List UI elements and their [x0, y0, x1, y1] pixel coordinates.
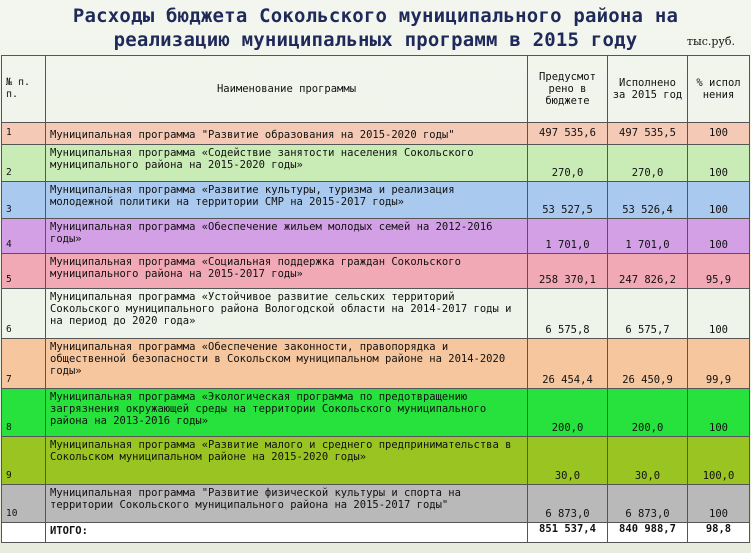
executed-value: 200,0 [608, 389, 688, 437]
col-header-name: Наименование программы [46, 56, 528, 123]
executed-value: 247 826,2 [608, 254, 688, 289]
percent-value: 100 [688, 485, 750, 523]
total-executed: 840 988,7 [608, 523, 688, 543]
executed-value: 1 701,0 [608, 219, 688, 254]
total-number-cell [2, 523, 46, 543]
program-name: Муниципальная программа «Социальная поддержка граждан Сокольского муниципального района на 2015-2017 годы» [46, 254, 528, 289]
col-header-percent: % испол нения [688, 56, 750, 123]
executed-value: 26 450,9 [608, 339, 688, 389]
percent-value: 100 [688, 289, 750, 339]
program-name: Муниципальная программа «Содействие занятости населения Сокольского муниципального района на 2015-2020 годы» [46, 145, 528, 182]
program-name: Муниципальная программа "Развитие образования на 2015-2020 годы" [46, 123, 528, 145]
percent-value: 95,9 [688, 254, 750, 289]
title-line-1: Расходы бюджета Сокольского муниципального района на [72, 5, 679, 27]
program-name: Муниципальная программа «Устойчивое развитие сельских территорий Сокольского муниципального района Вологодской области на 2014-2017 годы и на период до 2020 года» [46, 289, 528, 339]
table-row [2, 485, 750, 523]
table-row [2, 389, 750, 437]
executed-value: 497 535,5 [608, 123, 688, 145]
col-header-planned: Предусмот рено в бюджете [528, 56, 608, 123]
table-row [2, 254, 750, 289]
percent-value: 99,9 [688, 339, 750, 389]
col-header-executed: Исполнено за 2015 год [608, 56, 688, 123]
table-row [2, 437, 750, 485]
unit-label: тыс.руб. [686, 35, 735, 48]
planned-value: 6 873,0 [528, 485, 608, 523]
percent-value: 100 [688, 145, 750, 182]
program-name: Муниципальная программа «Обеспечение жильем молодых семей на 2012-2016 годы» [46, 219, 528, 254]
planned-value: 53 527,5 [528, 182, 608, 219]
planned-value: 30,0 [528, 437, 608, 485]
total-label: ИТОГО: [46, 523, 528, 543]
table-row [2, 339, 750, 389]
planned-value: 258 370,1 [528, 254, 608, 289]
table-row [2, 289, 750, 339]
program-name: Муниципальная программа «Экологическая программа по предотвращению загрязнения окружающей среды на территории Сокольского муниципального района на 2013-2016 годы» [46, 389, 528, 437]
total-row [2, 523, 750, 543]
percent-value: 100 [688, 182, 750, 219]
row-number: 8 [2, 389, 46, 437]
row-number: 2 [2, 145, 46, 182]
program-name: Муниципальная программа «Обеспечение законности, правопорядка и общественной безопасности в Сокольском муниципальном районе на 2014-2020 годы» [46, 339, 528, 389]
executed-value: 6 575,7 [608, 289, 688, 339]
row-number: 7 [2, 339, 46, 389]
planned-value: 497 535,6 [528, 123, 608, 145]
row-number: 5 [2, 254, 46, 289]
planned-value: 200,0 [528, 389, 608, 437]
table-row [2, 123, 750, 145]
percent-value: 100 [688, 389, 750, 437]
planned-value: 1 701,0 [528, 219, 608, 254]
planned-value: 26 454,4 [528, 339, 608, 389]
program-name: Муниципальная программа «Развитие культуры, туризма и реализация молодежной политики на территории СМР на 2015-2017 годы» [46, 182, 528, 219]
executed-value: 30,0 [608, 437, 688, 485]
row-number: 1 [2, 123, 46, 145]
row-number: 3 [2, 182, 46, 219]
page-title [0, 4, 751, 52]
total-planned: 851 537,4 [528, 523, 608, 543]
percent-value: 100 [688, 219, 750, 254]
table-row [2, 219, 750, 254]
title-line-2: реализацию муниципальных программ в 2015 году [113, 29, 638, 51]
table-header-row [2, 56, 750, 123]
executed-value: 270,0 [608, 145, 688, 182]
row-number: 6 [2, 289, 46, 339]
table-row [2, 145, 750, 182]
percent-value: 100 [688, 123, 750, 145]
executed-value: 6 873,0 [608, 485, 688, 523]
program-name: Муниципальная программа «Развитие малого и среднего предпринимательства в Сокольском муниципальном районе на 2015-2020 годы» [46, 437, 528, 485]
planned-value: 270,0 [528, 145, 608, 182]
percent-value: 100,0 [688, 437, 750, 485]
row-number: 9 [2, 437, 46, 485]
table-row [2, 182, 750, 219]
programs-table [1, 55, 750, 543]
executed-value: 53 526,4 [608, 182, 688, 219]
row-number: 4 [2, 219, 46, 254]
planned-value: 6 575,8 [528, 289, 608, 339]
program-name: Муниципальная программа "Развитие физической культуры и спорта на территории Сокольского муниципального района на 2015-2017 годы" [46, 485, 528, 523]
total-percent: 98,8 [688, 523, 750, 543]
col-header-num: № п. п. [2, 56, 46, 123]
row-number: 10 [2, 485, 46, 523]
